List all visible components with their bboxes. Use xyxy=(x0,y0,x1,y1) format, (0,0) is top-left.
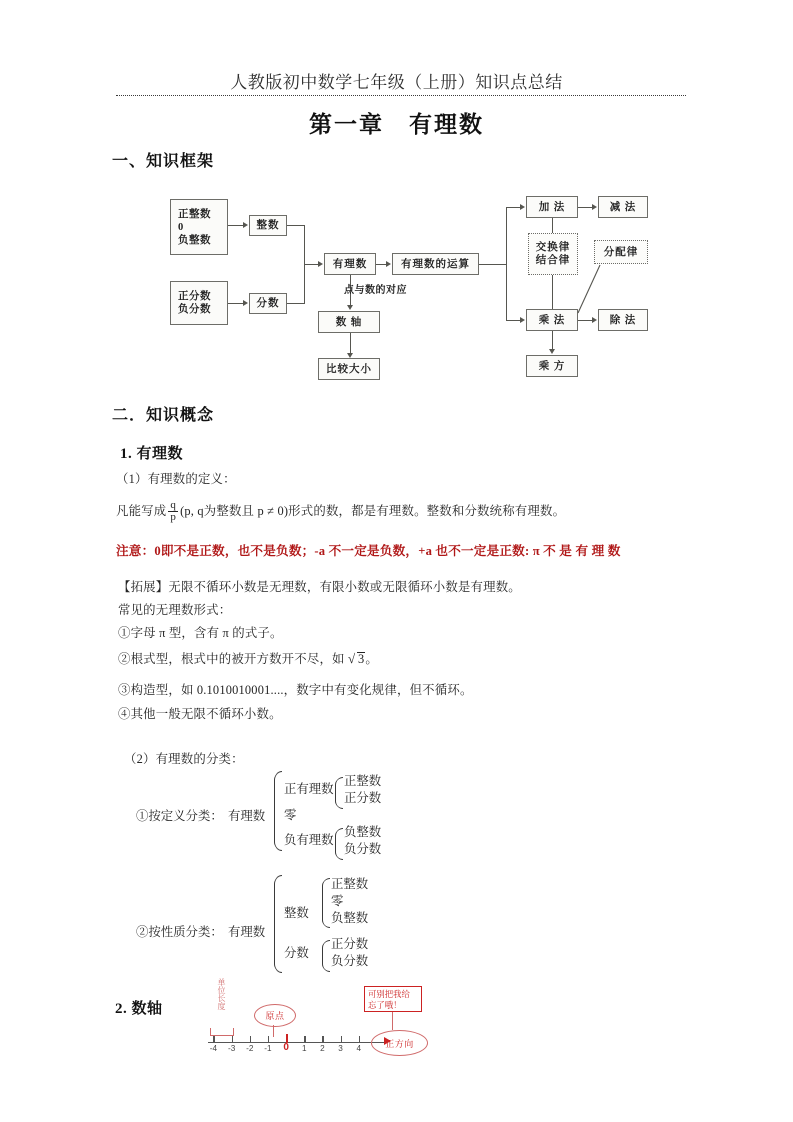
axis-tick-label: -3 xyxy=(227,1044,236,1053)
flow-connector xyxy=(350,333,351,355)
classification-item-label: （2）有理数的分类： xyxy=(124,752,244,766)
extension-line-1: 【拓展】无限不循环小数是无理数，有限小数或无限循环小数是有理数。 xyxy=(118,580,521,594)
flow-arrow xyxy=(520,317,525,323)
flow-box-numberline: 数 轴 xyxy=(318,311,380,333)
extension-line-4-suffix: 。 xyxy=(365,652,378,666)
unit-length-text: 单位长度 xyxy=(217,978,226,1010)
brace-integer-children xyxy=(322,879,329,927)
flow-connector xyxy=(552,275,553,309)
flow-text: 0 xyxy=(178,221,184,233)
flow-box-commutative-associative xyxy=(528,233,578,275)
axis-tick xyxy=(304,1036,305,1043)
square-root-symbol xyxy=(348,650,365,669)
flow-arrow xyxy=(243,300,248,306)
classification-child: 负整数 xyxy=(344,825,382,839)
flow-connector xyxy=(287,225,304,226)
flow-connector xyxy=(287,303,304,304)
flow-connector xyxy=(304,264,318,265)
heading-knowledge-concepts: 二．知识概念 xyxy=(112,407,215,424)
axis-tick-label: 1 xyxy=(301,1044,307,1053)
flow-connector xyxy=(376,264,386,265)
extension-line-4 xyxy=(118,650,378,669)
axis-tick-label: 0 xyxy=(283,1042,289,1053)
flow-box-distributive: 分配律 xyxy=(594,240,648,264)
flow-box-compare: 比较大小 xyxy=(318,358,380,380)
axis-tick-label: -2 xyxy=(246,1044,254,1053)
flow-connector xyxy=(552,331,553,351)
axis-tick xyxy=(232,1036,233,1043)
axis-tick-label: 3 xyxy=(338,1044,343,1053)
extension-line-3: ①字母 π 型，含有 π 的式子。 xyxy=(118,626,283,640)
extension-line-6: ④其他一般无限不循环小数。 xyxy=(118,707,282,721)
heading-knowledge-framework: 一、知识框架 xyxy=(112,153,215,170)
flow-arrow xyxy=(592,204,597,210)
axis-tick xyxy=(341,1036,342,1043)
flow-box-integer-types xyxy=(170,199,228,255)
flow-arrow xyxy=(243,222,248,228)
direction-label: 正方向 xyxy=(385,1038,414,1049)
brace-positive-children xyxy=(335,778,342,808)
document-title: 人教版初中数学七年级（上册）知识点总结 xyxy=(230,73,563,92)
reminder-note-line: 忘了哦！ xyxy=(368,1001,402,1010)
flow-connector xyxy=(506,320,520,321)
definition-bold-tail: 形式的数，都是有理数。 xyxy=(288,504,427,519)
flow-text: 负整数 xyxy=(178,234,211,246)
number-axis-figure xyxy=(196,978,426,1070)
classification-by-property-label: ②按性质分类： xyxy=(136,925,223,939)
unit-length-label xyxy=(215,978,227,1013)
definition-condition: (p, q为整数且 p ≠ 0) xyxy=(180,504,289,519)
heading-number-axis: 2. 数轴 xyxy=(115,1001,163,1017)
flow-connector xyxy=(228,303,243,304)
extension-line-4-prefix: ②根式型，根式中的被开方数开不尽，如 xyxy=(118,652,345,666)
flow-text: 正整数 xyxy=(178,208,211,220)
classification-by-definition-label: ①按定义分类： xyxy=(136,809,223,823)
extension-line-5: ③构造型，如 0.1010010001....，数字中有变化规律，但不循环。 xyxy=(118,683,473,697)
flow-connector xyxy=(506,207,520,208)
flow-arrow xyxy=(386,261,391,267)
flow-label-point-number-correspondence: 点与数的对应 xyxy=(344,285,407,296)
classification-by-definition-root: 有理数 xyxy=(228,809,266,823)
classification-group-negative: 负有理数 xyxy=(284,833,334,847)
reminder-note-tail xyxy=(392,1012,393,1030)
brace-fraction-children xyxy=(322,941,329,971)
axis-tick xyxy=(359,1036,360,1043)
classification-child: 正整数 xyxy=(331,877,369,891)
flow-connector xyxy=(578,207,592,208)
flow-connector xyxy=(506,207,507,320)
flow-arrow xyxy=(520,204,525,210)
definition-line xyxy=(116,500,565,523)
classification-child: 正分数 xyxy=(331,937,369,951)
axis-tick xyxy=(250,1036,251,1043)
heading-rational-numbers: 1. 有理数 xyxy=(120,446,184,462)
fraction-q-over-p xyxy=(168,500,178,523)
classification-group-zero: 零 xyxy=(284,808,297,822)
flow-connector xyxy=(228,225,243,226)
unit-length-bracket xyxy=(210,1028,234,1036)
flow-text: 交换律 xyxy=(535,242,571,253)
classification-child: 正分数 xyxy=(344,791,382,805)
flow-text: 结合律 xyxy=(535,255,571,266)
flow-connector xyxy=(552,218,553,233)
knowledge-framework-flowchart xyxy=(160,185,650,385)
brace-negative-children xyxy=(335,829,342,859)
extension-line-2: 常见的无理数形式： xyxy=(118,603,232,617)
origin-label: 原点 xyxy=(265,1011,285,1021)
chapter-title: 第一章 有理数 xyxy=(309,112,484,137)
classification-by-property-root: 有理数 xyxy=(228,925,266,939)
flow-box-rational: 有理数 xyxy=(324,253,376,275)
flow-arrow xyxy=(549,349,555,354)
flow-box-addition: 加 法 xyxy=(526,196,578,218)
flow-box-subtraction: 减 法 xyxy=(598,196,648,218)
classification-group-fractions: 分数 xyxy=(284,946,309,960)
reminder-note xyxy=(364,986,422,1012)
flow-arrow xyxy=(347,305,353,310)
classification-group-positive: 正有理数 xyxy=(284,782,334,796)
flow-box-multiplication: 乘 法 xyxy=(526,309,578,331)
reminder-note-line: 可别把我给 xyxy=(368,990,410,999)
flow-text: 负分数 xyxy=(178,304,211,315)
classification-child: 负分数 xyxy=(344,842,382,856)
flow-box-fractions: 分数 xyxy=(249,293,287,314)
axis-tick-label: 2 xyxy=(320,1044,325,1053)
flow-box-integers: 整数 xyxy=(249,215,287,236)
flow-connector xyxy=(479,264,506,265)
brace-by-definition-outer xyxy=(274,772,282,850)
definition-prefix: 凡能写成 xyxy=(116,504,167,519)
flow-box-division: 除 法 xyxy=(598,309,648,331)
classification-child: 零 xyxy=(331,894,344,908)
direction-callout xyxy=(371,1030,428,1056)
flow-box-power: 乘 方 xyxy=(526,355,578,377)
brace-by-property-outer xyxy=(274,876,282,972)
axis-tick xyxy=(322,1036,323,1043)
fraction-denominator: p xyxy=(170,511,177,523)
flow-arrow xyxy=(318,261,323,267)
classification-child: 正整数 xyxy=(344,774,382,788)
axis-tick-label: 4 xyxy=(356,1044,362,1053)
definition-warning-note: 注意：0即不是正数，也不是负数；-a 不一定是负数，+a 也不一定是正数: π 不 是 有 理 数 xyxy=(116,544,621,558)
axis-tick xyxy=(268,1036,269,1043)
axis-tick-label: -1 xyxy=(264,1044,272,1053)
definition-item-label: （1）有理数的定义： xyxy=(116,472,236,486)
origin-callout-stem xyxy=(273,1025,274,1037)
flow-box-operations: 有理数的运算 xyxy=(392,253,479,275)
classification-child: 负整数 xyxy=(331,911,369,925)
classification-child: 负分数 xyxy=(331,954,369,968)
axis-tick-label: -4 xyxy=(209,1044,218,1053)
flow-box-fraction-types xyxy=(170,281,228,325)
origin-callout xyxy=(254,1004,296,1027)
classification-group-integers: 整数 xyxy=(284,906,309,920)
flow-text: 正分数 xyxy=(178,291,211,302)
fraction-numerator: q xyxy=(170,499,177,511)
flow-arrow xyxy=(592,317,597,323)
flow-connector xyxy=(578,320,592,321)
radicand: 3 xyxy=(357,652,365,666)
definition-plain-tail: 整数和分数统称有理数。 xyxy=(426,504,566,519)
axis-tick xyxy=(213,1036,214,1043)
title-divider xyxy=(116,95,686,96)
